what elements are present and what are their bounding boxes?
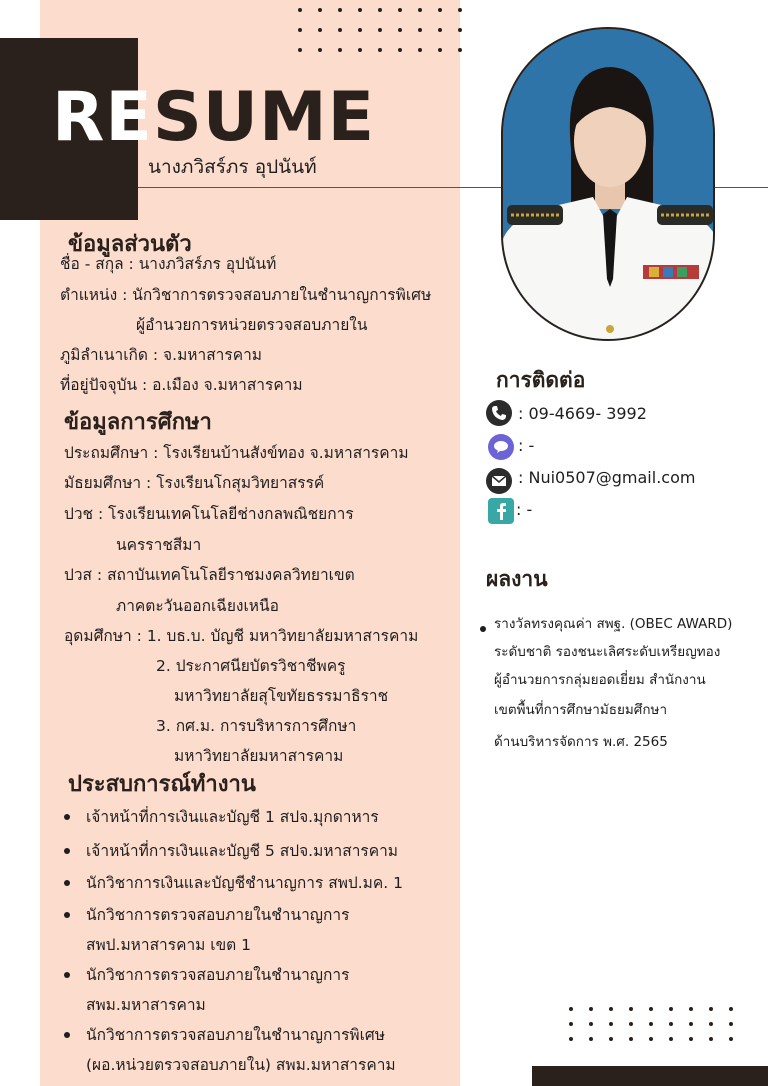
decor-dot — [709, 1037, 713, 1041]
heading-works: ผลงาน — [486, 567, 548, 591]
decor-dot — [629, 1007, 633, 1011]
bottom-accent-bar — [532, 1066, 768, 1086]
decor-dot — [298, 48, 302, 52]
decor-dot — [609, 1022, 613, 1026]
work-item: นักวิชาการเงินและบัญชีชำนาญการ สพป.มค. 1 — [86, 874, 403, 892]
decor-dot — [338, 8, 342, 12]
decor-dot — [398, 8, 402, 12]
works-line: เขตพื้นที่การศึกษามัธยมศึกษา — [494, 702, 668, 718]
decor-dot — [729, 1022, 733, 1026]
decor-dot — [318, 28, 322, 32]
personal-birthplace: ภูมิลำเนาเกิด : จ.มหาสารคาม — [60, 346, 262, 364]
title-part-dark: SUME — [152, 78, 376, 157]
decor-dot — [318, 8, 322, 12]
decor-dot — [569, 1022, 573, 1026]
decor-dot — [709, 1022, 713, 1026]
decor-dot — [458, 48, 462, 52]
work-item-cont: สพม.มหาสารคาม — [86, 996, 206, 1014]
work-item: นักวิชาการตรวจสอบภายในชำนาญการพิเศษ — [86, 1026, 385, 1044]
decor-dot — [569, 1007, 573, 1011]
work-bullet — [64, 880, 70, 886]
work-bullet — [64, 972, 70, 978]
decorative-dots-bottom — [569, 1007, 733, 1041]
decor-dot — [589, 1007, 593, 1011]
works-line: ระดับชาติ รองชนะเลิศระดับเหรียญทอง — [494, 644, 721, 660]
decor-dot — [378, 48, 382, 52]
decor-dot — [438, 28, 442, 32]
decor-dot — [729, 1007, 733, 1011]
decor-dot — [689, 1007, 693, 1011]
decor-dot — [629, 1037, 633, 1041]
edu-higher-3b: มหาวิทยาลัยมหาสารคาม — [174, 747, 344, 765]
work-item-cont: สพป.มหาสารคาม เขต 1 — [86, 936, 252, 954]
decor-dot — [358, 8, 362, 12]
edu-higher-1: อุดมศึกษา : 1. บธ.บ. บัญชี มหาวิทยาลัยมหาสารคาม — [64, 627, 419, 645]
edu-high-vocational: ปวส : สถาบันเทคโนโลยีราชมงคลวิทยาเขต — [64, 566, 355, 584]
decor-dot — [669, 1037, 673, 1041]
personal-fullname: ชื่อ - สกุล : นางภวิสร์ภร อุปนันท์ — [60, 255, 277, 273]
decor-dot — [709, 1007, 713, 1011]
heading-work: ประสบการณ์ทำงาน — [68, 772, 256, 797]
decor-dot — [689, 1022, 693, 1026]
decor-dot — [418, 48, 422, 52]
edu-higher-2b: มหาวิทยาลัยสุโขทัยธรรมาธิราช — [174, 687, 389, 705]
contact-email: : Nui0507@gmail.com — [518, 468, 696, 487]
contact-line: : - — [518, 436, 535, 455]
decor-dot — [569, 1037, 573, 1041]
personal-address: ที่อยู่ปัจจุบัน : อ.เมือง จ.มหาสารคาม — [60, 376, 303, 394]
decor-dot — [398, 48, 402, 52]
decor-dot — [298, 28, 302, 32]
decor-dot — [609, 1007, 613, 1011]
email-icon — [486, 468, 512, 494]
decor-dot — [398, 28, 402, 32]
decor-dot — [629, 1022, 633, 1026]
works-line: ด้านบริหารจัดการ พ.ศ. 2565 — [494, 734, 668, 750]
profile-photo — [501, 27, 715, 341]
decor-dot — [378, 8, 382, 12]
heading-personal: ข้อมูลส่วนตัว — [68, 232, 192, 257]
heading-contact: การติดต่อ — [496, 368, 586, 392]
work-item: เจ้าหน้าที่การเงินและบัญชี 5 สปจ.มหาสารคาม — [86, 842, 399, 860]
decor-dot — [358, 28, 362, 32]
decor-dot — [438, 48, 442, 52]
edu-high-vocational-2: ภาคตะวันออกเฉียงเหนือ — [116, 597, 279, 615]
resume-title — [52, 78, 375, 158]
decor-dot — [649, 1007, 653, 1011]
work-item: นักวิชาการตรวจสอบภายในชำนาญการ — [86, 966, 350, 984]
heading-education: ข้อมูลการศึกษา — [64, 410, 212, 435]
contact-facebook: : - — [516, 500, 533, 519]
work-bullet — [64, 912, 70, 918]
work-bullet — [64, 848, 70, 854]
work-bullet — [64, 814, 70, 820]
decor-dot — [458, 8, 462, 12]
work-item: เจ้าหน้าที่การเงินและบัญชี 1 สปจ.มุกดาหาร — [86, 808, 379, 826]
candidate-name: นางภวิสร์ภร อุปนันท์ — [148, 156, 317, 178]
works-line: ผู้อำนวยการกลุ่มยอดเยี่ยม สำนักงาน — [494, 672, 706, 688]
phone-icon — [486, 400, 512, 426]
work-item: นักวิชาการตรวจสอบภายในชำนาญการ — [86, 906, 350, 924]
contact-phone: : 09-4669- 3992 — [518, 404, 647, 423]
facebook-icon — [488, 498, 514, 524]
decor-dot — [298, 8, 302, 12]
work-bullet — [64, 1032, 70, 1038]
decorative-dots-top — [298, 8, 462, 52]
edu-primary: ประถมศึกษา : โรงเรียนบ้านสังข์ทอง จ.มหาสารคาม — [64, 444, 409, 462]
works-line: รางวัลทรงคุณค่า สพฐ. (OBEC AWARD) — [494, 616, 733, 632]
decor-dot — [378, 28, 382, 32]
decor-dot — [649, 1022, 653, 1026]
decor-dot — [438, 8, 442, 12]
decor-dot — [338, 28, 342, 32]
decor-dot — [689, 1037, 693, 1041]
decor-dot — [609, 1037, 613, 1041]
works-bullet — [480, 626, 486, 632]
line-icon — [488, 434, 514, 460]
edu-higher-2: 2. ประกาศนียบัตรวิชาชีพครู — [156, 657, 346, 675]
decor-dot — [729, 1037, 733, 1041]
edu-vocational: ปวช : โรงเรียนเทคโนโลยีช่างกลพณิชยการ — [64, 505, 354, 523]
title-part-white: RE — [52, 78, 153, 157]
decor-dot — [589, 1037, 593, 1041]
decor-dot — [458, 28, 462, 32]
decor-dot — [649, 1037, 653, 1041]
personal-position: ตำแหน่ง : นักวิชาการตรวจสอบภายในชำนาญการพิเศษ — [60, 286, 432, 304]
decor-dot — [338, 48, 342, 52]
work-item-cont: (ผอ.หน่วยตรวจสอบภายใน) สพม.มหาสารคาม — [86, 1056, 396, 1074]
decor-dot — [358, 48, 362, 52]
edu-secondary: มัธยมศึกษา : โรงเรียนโกสุมวิทยาสรรค์ — [64, 474, 325, 492]
decor-dot — [669, 1022, 673, 1026]
edu-vocational-2: นครราชสีมา — [116, 536, 202, 554]
decor-dot — [418, 28, 422, 32]
decor-dot — [589, 1022, 593, 1026]
decor-dot — [318, 48, 322, 52]
edu-higher-3: 3. กศ.ม. การบริหารการศึกษา — [156, 717, 357, 735]
decor-dot — [669, 1007, 673, 1011]
decor-dot — [418, 8, 422, 12]
personal-position-2: ผู้อำนวยการหน่วยตรวจสอบภายใน — [136, 316, 368, 334]
